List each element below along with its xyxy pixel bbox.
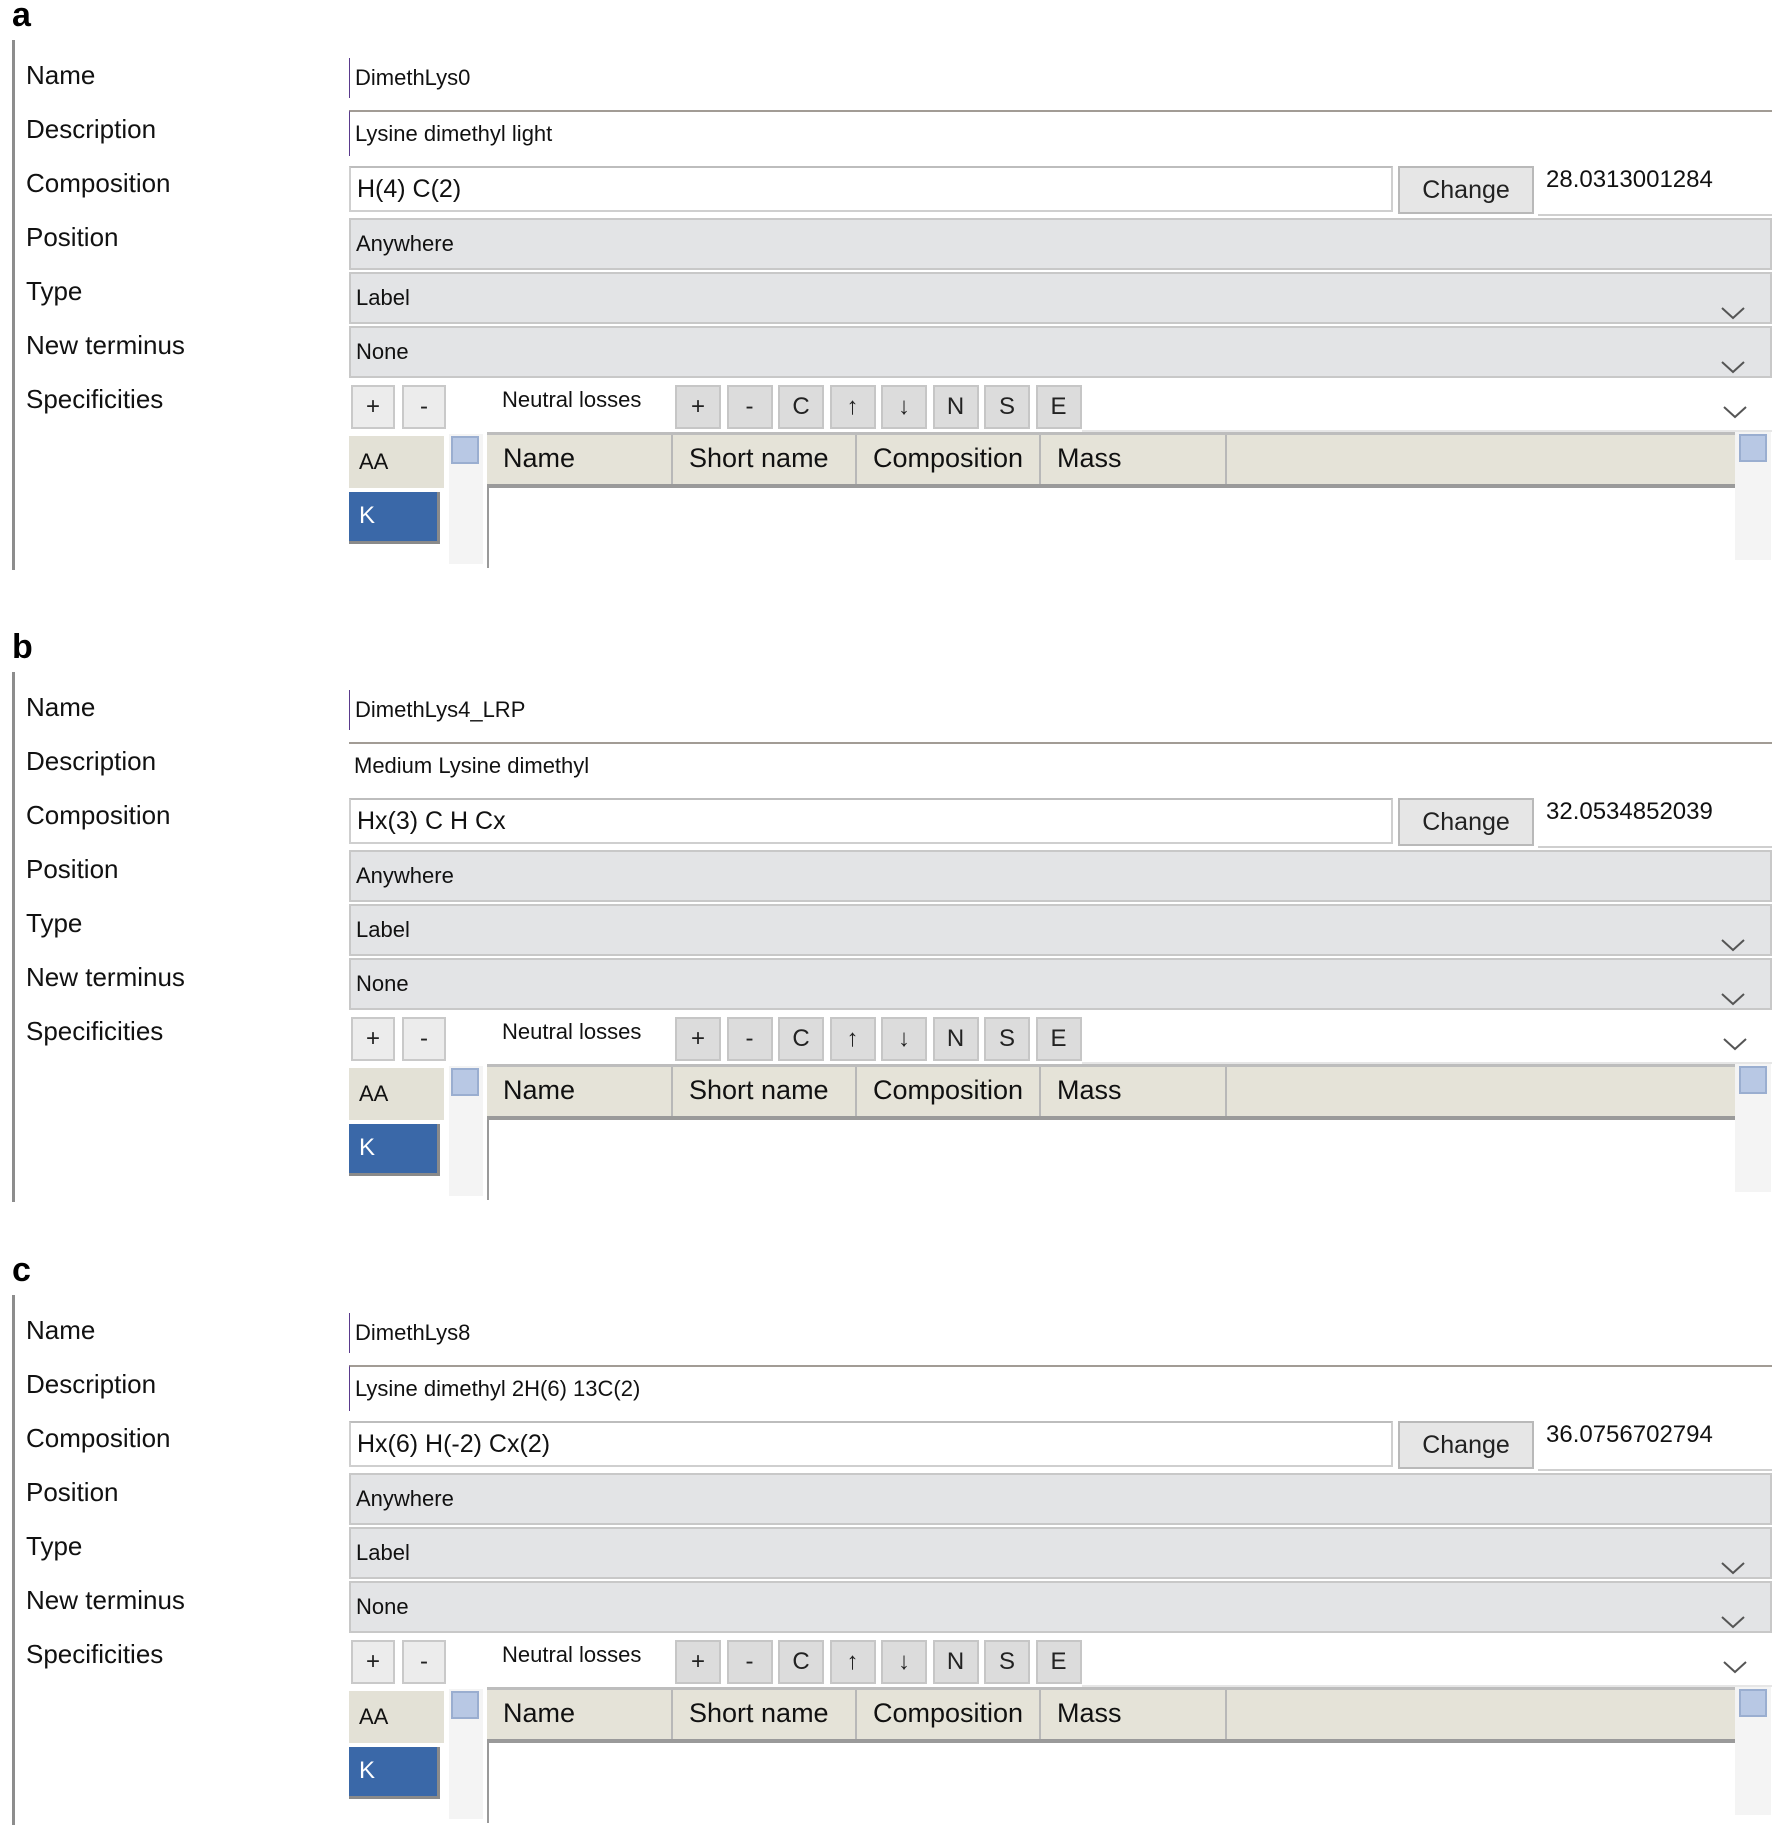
label-name: Name: [26, 692, 96, 722]
chevron-down-icon: [1720, 922, 1746, 938]
table-scrollbar-thumb[interactable]: [1739, 1689, 1767, 1717]
n-button[interactable]: N: [933, 385, 979, 429]
copy-loss-button[interactable]: C: [778, 1640, 824, 1684]
remove-specificity-button[interactable]: -: [402, 1017, 446, 1061]
remove-loss-button[interactable]: -: [727, 385, 773, 429]
mass-value: 28.0313001284: [1546, 166, 1713, 193]
change-button[interactable]: Change: [1398, 166, 1534, 214]
change-button[interactable]: Change: [1398, 798, 1534, 846]
move-up-button[interactable]: ↑: [830, 385, 876, 429]
e-button[interactable]: E: [1036, 1017, 1082, 1061]
position-field: Anywhere: [349, 218, 1772, 270]
move-down-button[interactable]: ↓: [881, 1640, 927, 1684]
name-input[interactable]: DimethLys0: [349, 58, 1772, 98]
label-specificities: Specificities: [26, 384, 164, 414]
table-left-border: [487, 1120, 489, 1200]
copy-loss-button[interactable]: C: [778, 385, 824, 429]
position-field: Anywhere: [349, 1473, 1772, 1525]
label-description: Description: [26, 114, 157, 144]
new-terminus-select[interactable]: [349, 958, 1772, 1010]
neutral-losses-label: Neutral losses: [502, 387, 642, 412]
aa-scrollbar-thumb[interactable]: [451, 1691, 479, 1719]
composition-input[interactable]: Hx(3) C H Cx: [349, 798, 1393, 844]
chevron-down-icon: [1720, 290, 1746, 306]
label-type: Type: [26, 276, 83, 306]
type-select[interactable]: [349, 904, 1772, 956]
neutral-losses-label: Neutral losses: [502, 1642, 642, 1667]
chevron-down-icon: [1720, 1545, 1746, 1561]
s-button[interactable]: S: [984, 1640, 1030, 1684]
add-specificity-button[interactable]: +: [351, 385, 395, 429]
new-terminus-value: None: [356, 339, 409, 364]
chevron-down-icon: [1722, 1659, 1748, 1675]
type-select[interactable]: [349, 272, 1772, 324]
aa-row-selected[interactable]: K: [349, 1747, 440, 1799]
label-composition: Composition: [26, 168, 171, 198]
copy-loss-button[interactable]: C: [778, 1017, 824, 1061]
label-new-terminus: New terminus: [26, 962, 185, 992]
label-specificities: Specificities: [26, 1016, 164, 1046]
label-description: Description: [26, 746, 157, 776]
table-left-border: [487, 488, 489, 568]
table-left-border: [487, 1743, 489, 1823]
panel-divider: [12, 1295, 15, 1825]
chevron-down-icon: [1720, 976, 1746, 992]
aa-row-selected[interactable]: K: [349, 492, 440, 544]
column-composition[interactable]: Composition: [857, 435, 1041, 484]
panel-divider: [12, 40, 15, 570]
column-name[interactable]: Name: [487, 1690, 673, 1739]
table-scrollbar-thumb[interactable]: [1739, 434, 1767, 462]
label-new-terminus: New terminus: [26, 1585, 185, 1615]
change-button[interactable]: Change: [1398, 1421, 1534, 1469]
panel-letter: c: [12, 1251, 31, 1289]
column-short-name[interactable]: Short name: [673, 1690, 857, 1739]
neutral-losses-table-header: [487, 432, 1735, 488]
move-down-button[interactable]: ↓: [881, 1017, 927, 1061]
chevron-down-icon: [1722, 1036, 1748, 1052]
move-down-button[interactable]: ↓: [881, 385, 927, 429]
description-input[interactable]: Lysine dimethyl 2H(6) 13C(2): [349, 1365, 1772, 1411]
remove-loss-button[interactable]: -: [727, 1640, 773, 1684]
label-type: Type: [26, 908, 83, 938]
new-terminus-select[interactable]: [349, 326, 1772, 378]
s-button[interactable]: S: [984, 1017, 1030, 1061]
aa-scrollbar-thumb[interactable]: [451, 1068, 479, 1096]
column-composition[interactable]: Composition: [857, 1690, 1041, 1739]
description-input[interactable]: Lysine dimethyl light: [349, 110, 1772, 156]
remove-loss-button[interactable]: -: [727, 1017, 773, 1061]
move-up-button[interactable]: ↑: [830, 1640, 876, 1684]
label-name: Name: [26, 1315, 96, 1345]
neutral-losses-label: Neutral losses: [502, 1019, 642, 1044]
n-button[interactable]: N: [933, 1640, 979, 1684]
add-loss-button[interactable]: +: [675, 1640, 721, 1684]
label-position: Position: [26, 854, 119, 884]
add-specificity-button[interactable]: +: [351, 1640, 395, 1684]
mod-panel-a: [0, 0, 1772, 570]
mass-underline: [1538, 1469, 1772, 1471]
column-composition[interactable]: Composition: [857, 1067, 1041, 1116]
column-mass[interactable]: Mass: [1041, 435, 1227, 484]
label-type: Type: [26, 1531, 83, 1561]
remove-specificity-button[interactable]: -: [402, 1640, 446, 1684]
aa-column-header: AA: [349, 436, 444, 488]
panel-letter: b: [12, 628, 33, 666]
neutral-losses-table-header: [487, 1064, 1735, 1120]
mass-value: 36.0756702794: [1546, 1421, 1713, 1448]
panel-divider: [12, 672, 15, 1202]
label-name: Name: [26, 60, 96, 90]
label-new-terminus: New terminus: [26, 330, 185, 360]
column-mass[interactable]: Mass: [1041, 1067, 1227, 1116]
label-description: Description: [26, 1369, 157, 1399]
n-button[interactable]: N: [933, 1017, 979, 1061]
label-position: Position: [26, 1477, 119, 1507]
remove-specificity-button[interactable]: -: [402, 385, 446, 429]
chevron-down-icon: [1722, 404, 1748, 420]
mod-panel-c: [0, 1251, 1772, 1825]
move-up-button[interactable]: ↑: [830, 1017, 876, 1061]
column-name[interactable]: Name: [487, 1067, 673, 1116]
composition-input[interactable]: Hx(6) H(-2) Cx(2): [349, 1421, 1393, 1467]
new-terminus-select[interactable]: [349, 1581, 1772, 1633]
description-input[interactable]: Medium Lysine dimethyl: [349, 742, 1772, 788]
new-terminus-value: None: [356, 1594, 409, 1619]
type-value: Label: [356, 285, 410, 310]
new-terminus-value: None: [356, 971, 409, 996]
mass-underline: [1538, 214, 1772, 216]
name-input[interactable]: DimethLys4_LRP: [349, 690, 1772, 730]
aa-scrollbar-thumb[interactable]: [451, 436, 479, 464]
s-button[interactable]: S: [984, 385, 1030, 429]
mod-panel-b: [0, 628, 1772, 1202]
label-position: Position: [26, 222, 119, 252]
column-short-name[interactable]: Short name: [673, 1067, 857, 1116]
add-specificity-button[interactable]: +: [351, 1017, 395, 1061]
type-select[interactable]: [349, 1527, 1772, 1579]
type-value: Label: [356, 917, 410, 942]
name-input[interactable]: DimethLys8: [349, 1313, 1772, 1353]
mass-underline: [1538, 846, 1772, 848]
e-button[interactable]: E: [1036, 1640, 1082, 1684]
column-mass[interactable]: Mass: [1041, 1690, 1227, 1739]
aa-column-header: AA: [349, 1691, 444, 1743]
label-composition: Composition: [26, 800, 171, 830]
chevron-down-icon: [1720, 344, 1746, 360]
label-composition: Composition: [26, 1423, 171, 1453]
aa-column-header: AA: [349, 1068, 444, 1120]
add-loss-button[interactable]: +: [675, 1017, 721, 1061]
aa-row-selected[interactable]: K: [349, 1124, 440, 1176]
chevron-down-icon: [1720, 1599, 1746, 1615]
column-short-name[interactable]: Short name: [673, 435, 857, 484]
table-scrollbar-thumb[interactable]: [1739, 1066, 1767, 1094]
neutral-losses-table-header: [487, 1687, 1735, 1743]
add-loss-button[interactable]: +: [675, 385, 721, 429]
panel-letter: a: [12, 0, 31, 34]
mass-value: 32.0534852039: [1546, 798, 1713, 825]
label-specificities: Specificities: [26, 1639, 164, 1669]
composition-input[interactable]: H(4) C(2): [349, 166, 1393, 212]
column-name[interactable]: Name: [487, 435, 673, 484]
type-value: Label: [356, 1540, 410, 1565]
e-button[interactable]: E: [1036, 385, 1082, 429]
position-field: Anywhere: [349, 850, 1772, 902]
